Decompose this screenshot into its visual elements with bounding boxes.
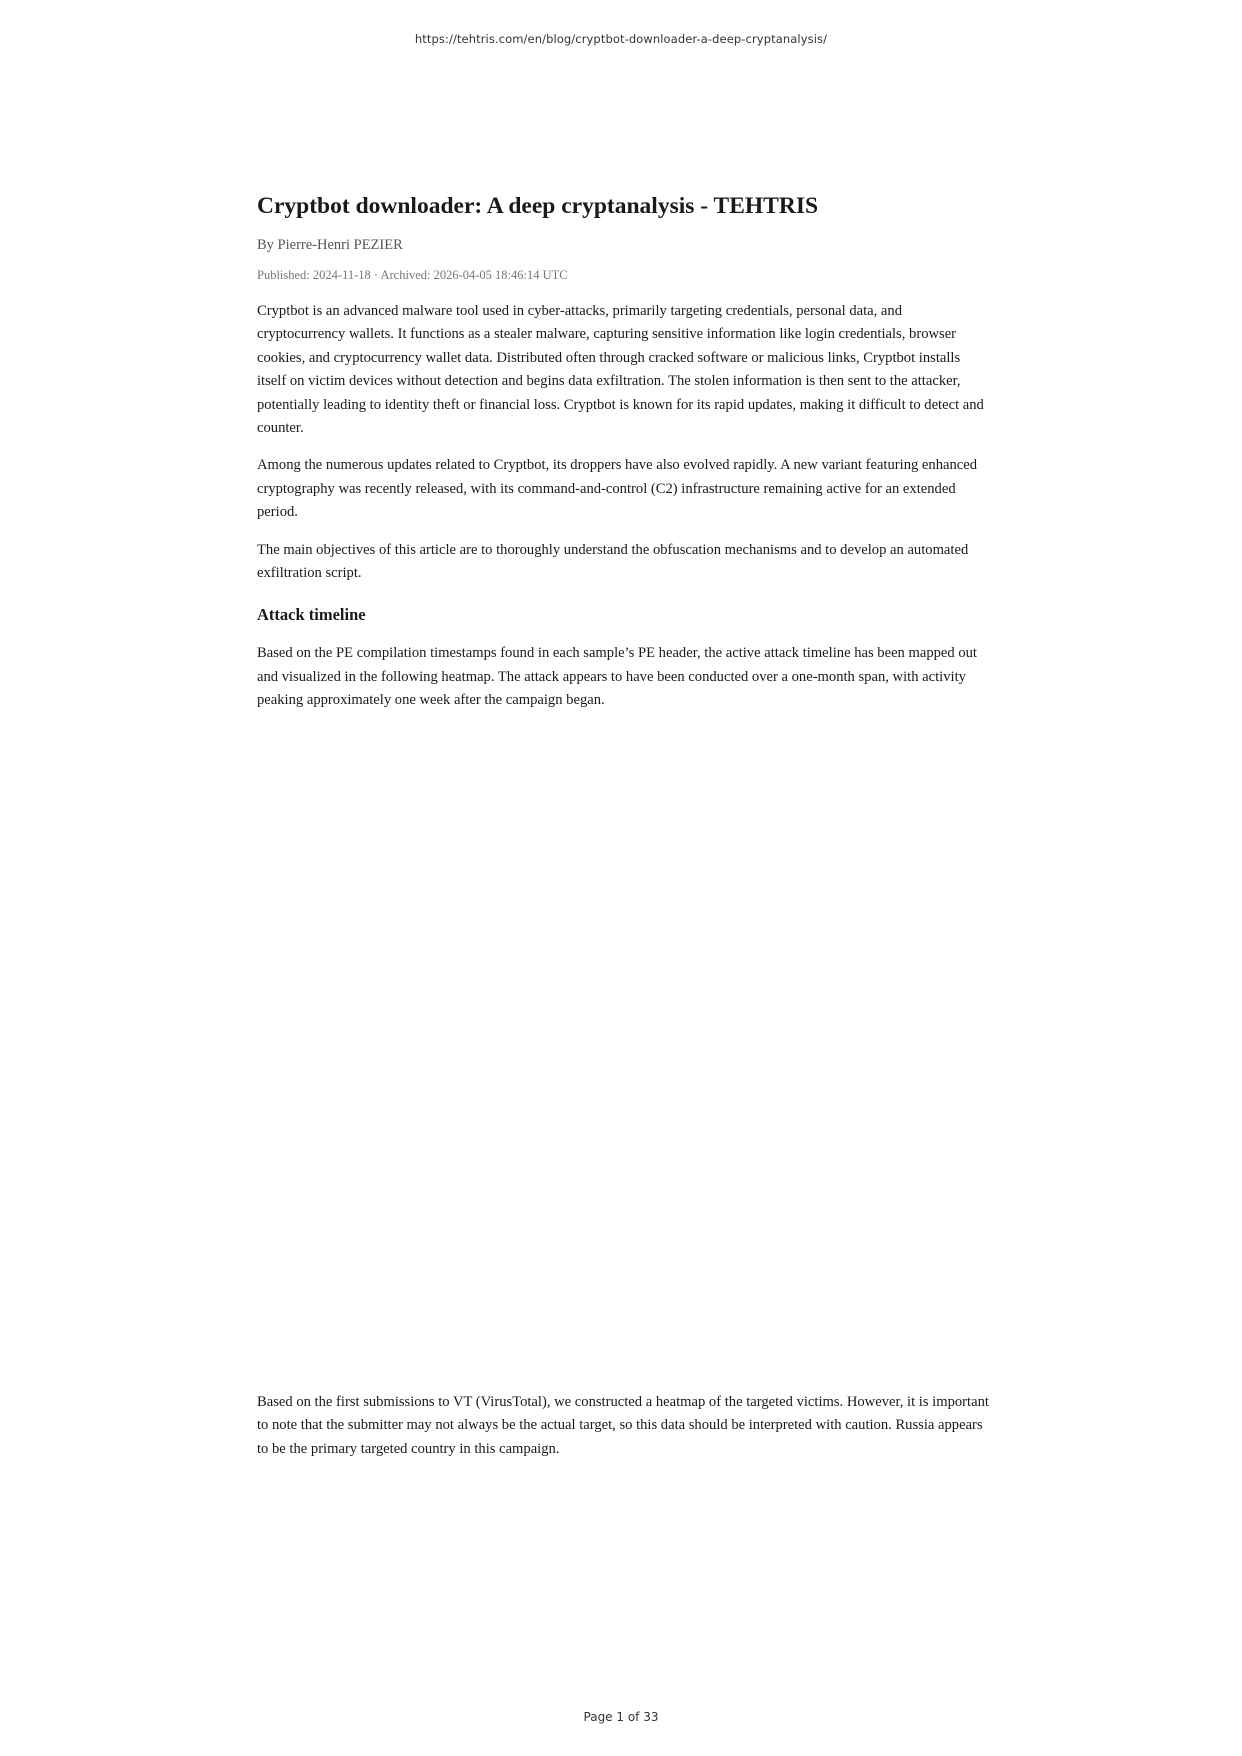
page-url-header: https://tehtris.com/en/blog/cryptbot-downloader-a-deep-cryptanalysis/: [414, 32, 828, 46]
page-number: Page 1 of 33: [583, 1710, 659, 1724]
article: [257, 190, 989, 1461]
article-title: Cryptbot downloader: A deep cryptanalysis - TEHTRIS: [257, 193, 819, 219]
victims-paragraph: Based on the first submissions to VT (VirusTotal), we constructed a heatmap of the targeted victims. However, it is important to note that the submitter may not always be the actual target, so this data should be interpreted with caution. Russia appears to be the primary targeted country in this campaign.: [257, 1393, 989, 1457]
article-meta: Published: 2024-11-18 · Archived: 2026-04-05 18:46:14 UTC: [257, 268, 568, 282]
intro-paragraph: Cryptbot is an advanced malware tool used in cyber-attacks, primarily targeting credentials, personal data, and cryptocurrency wallets. It functions as a stealer malware, capturing sensitive information like login credentials, browser cookies, and cryptocurrency wallet data. Distributed often through cracked software or malicious links, Cryptbot installs itself on victim devices without detection and begins data exfiltration. The stolen information is then sent to the attacker, potentially leading to identity theft or financial loss. Cryptbot is known for its rapid updates, making it difficult to detect and counter.: [257, 303, 984, 437]
timeline-paragraph: Based on the PE compilation timestamps found in each sample’s PE header, the active attack timeline has been mapped out and visualized in the following heatmap. The attack appears to have been conducted over a one-month span, with activity peaking approximately one week after the campaign began.: [257, 645, 977, 709]
updates-paragraph: Among the numerous updates related to Cryptbot, its droppers have also evolved rapidly. A new variant featuring enhanced cryptography was recently released, with its command-and-control (C2) infrastructure remaining active for an extended period.: [257, 457, 978, 521]
article-byline: By Pierre-Henri PEZIER: [257, 237, 403, 253]
section-heading-attack-timeline: Attack timeline: [257, 605, 366, 625]
timeline-heatmap-figure: [257, 713, 989, 1391]
objectives-paragraph: The main objectives of this article are to thoroughly understand the obfuscation mechanisms and to develop an automated exfiltration script.: [257, 541, 969, 582]
